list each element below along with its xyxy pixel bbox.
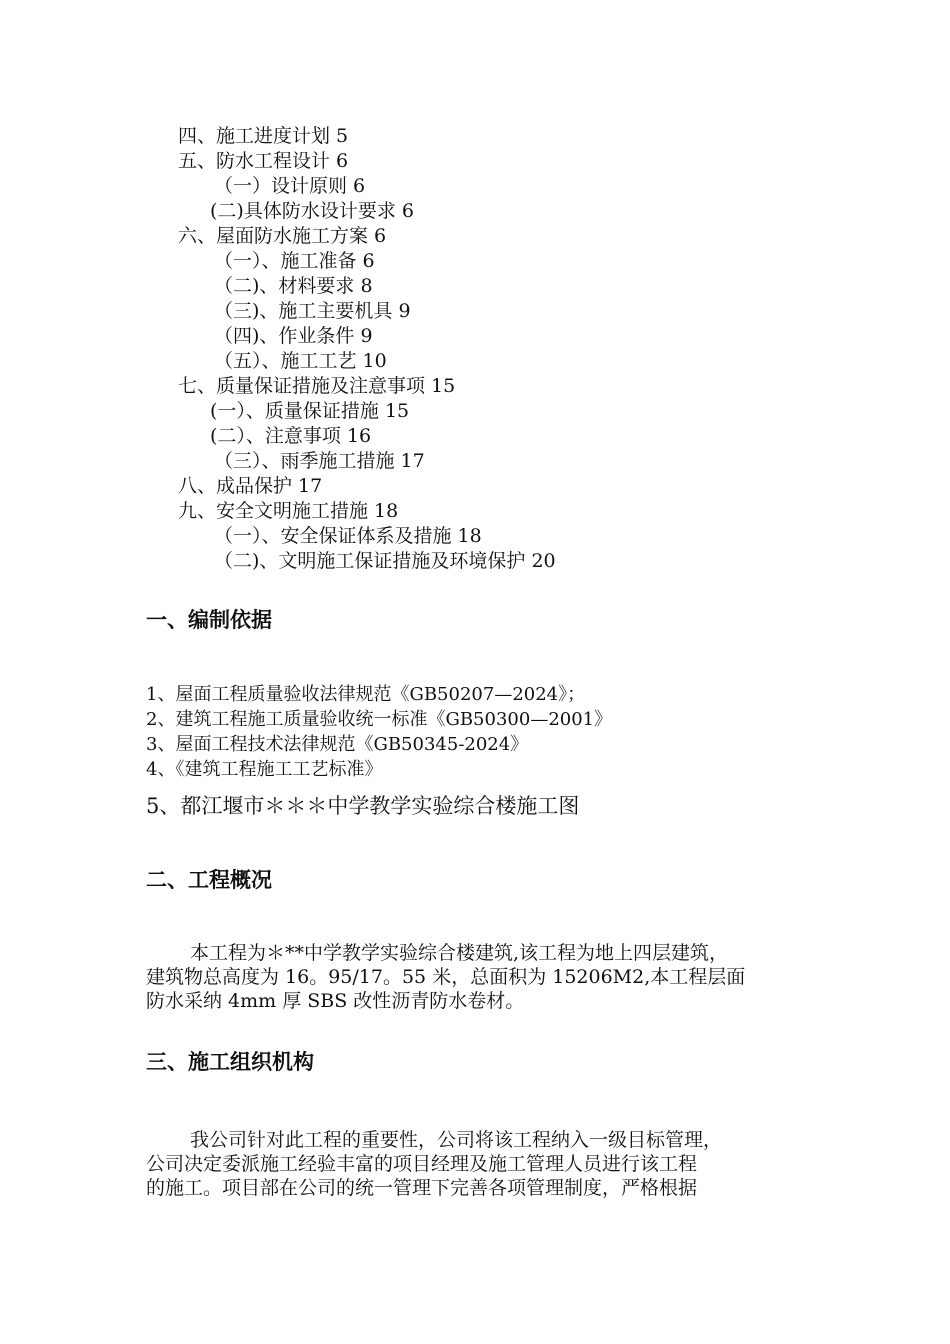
toc-entry: 六、屋面防水施工方案 6 — [178, 225, 387, 247]
toc-entry: (二)具体防水设计要求 6 — [210, 200, 414, 222]
toc-entry: （一）、施工准备 6 — [214, 250, 375, 272]
toc-entry: （三)、施工主要机具 9 — [214, 300, 411, 322]
toc-entry: 七、质量保证措施及注意事项 15 — [178, 375, 456, 397]
paragraph-line: 公司决定委派施工经验丰富的项目经理及施工管理人员进行该工程 — [146, 1153, 698, 1175]
toc-entry: （四)、作业条件 9 — [214, 325, 373, 347]
toc-entry: 九、安全文明施工措施 18 — [178, 500, 399, 522]
toc-entry: （三）、雨季施工措施 17 — [214, 450, 425, 472]
reference-item: 5、都江堰市＊＊＊中学教学实验综合楼施工图 — [146, 794, 580, 818]
toc-entry: 四、施工进度计划 5 — [178, 125, 349, 147]
toc-entry: （二)、材料要求 8 — [214, 275, 373, 297]
paragraph-line: 本工程为＊**中学教学实验综合楼建筑,该工程为地上四层建筑， — [190, 942, 729, 964]
reference-item: 1、屋面工程质量验收法律规范《GB50207—2024》； — [146, 684, 586, 705]
paragraph-line: 防水采纳 4mm 厚 SBS 改性沥青防水卷材。 — [146, 990, 525, 1012]
paragraph-line: 的施工。项目部在公司的统一管理下完善各项管理制度，严格根据 — [146, 1177, 698, 1199]
reference-item: 4、《建筑工程施工工艺标准》 — [146, 759, 383, 780]
section-heading-overview: 二、工程概况 — [146, 868, 272, 892]
toc-entry: (二）、注意事项 16 — [210, 425, 372, 447]
section-heading-organization: 三、施工组织机构 — [146, 1050, 314, 1074]
paragraph-line: 建筑物总高度为 16。95/17。55 米，总面积为 15206M2,本工程层面 — [146, 966, 746, 988]
toc-entry: （二)、文明施工保证措施及环境保护 20 — [214, 550, 556, 572]
paragraph-line: 我公司针对此工程的重要性，公司将该工程纳入一级目标管理， — [190, 1129, 723, 1151]
overview-paragraph — [146, 941, 816, 1013]
organization-paragraph — [146, 1128, 816, 1200]
toc-entry: （五）、施工工艺 10 — [214, 350, 387, 372]
toc-entry: (一）、质量保证措施 15 — [210, 400, 410, 422]
toc-entry: 八、成品保护 17 — [178, 475, 323, 497]
reference-item: 3、屋面工程技术法律规范《GB50345-2024》 — [146, 734, 529, 755]
reference-item: 2、建筑工程施工质量验收统一标准《GB50300—2001》 — [146, 709, 613, 730]
toc-entry: （一）、安全保证体系及措施 18 — [214, 525, 482, 547]
toc-entry: 五、防水工程设计 6 — [178, 150, 349, 172]
section-heading-basis: 一、编制依据 — [146, 608, 272, 632]
toc-entry: （一）设计原则 6 — [214, 175, 366, 197]
